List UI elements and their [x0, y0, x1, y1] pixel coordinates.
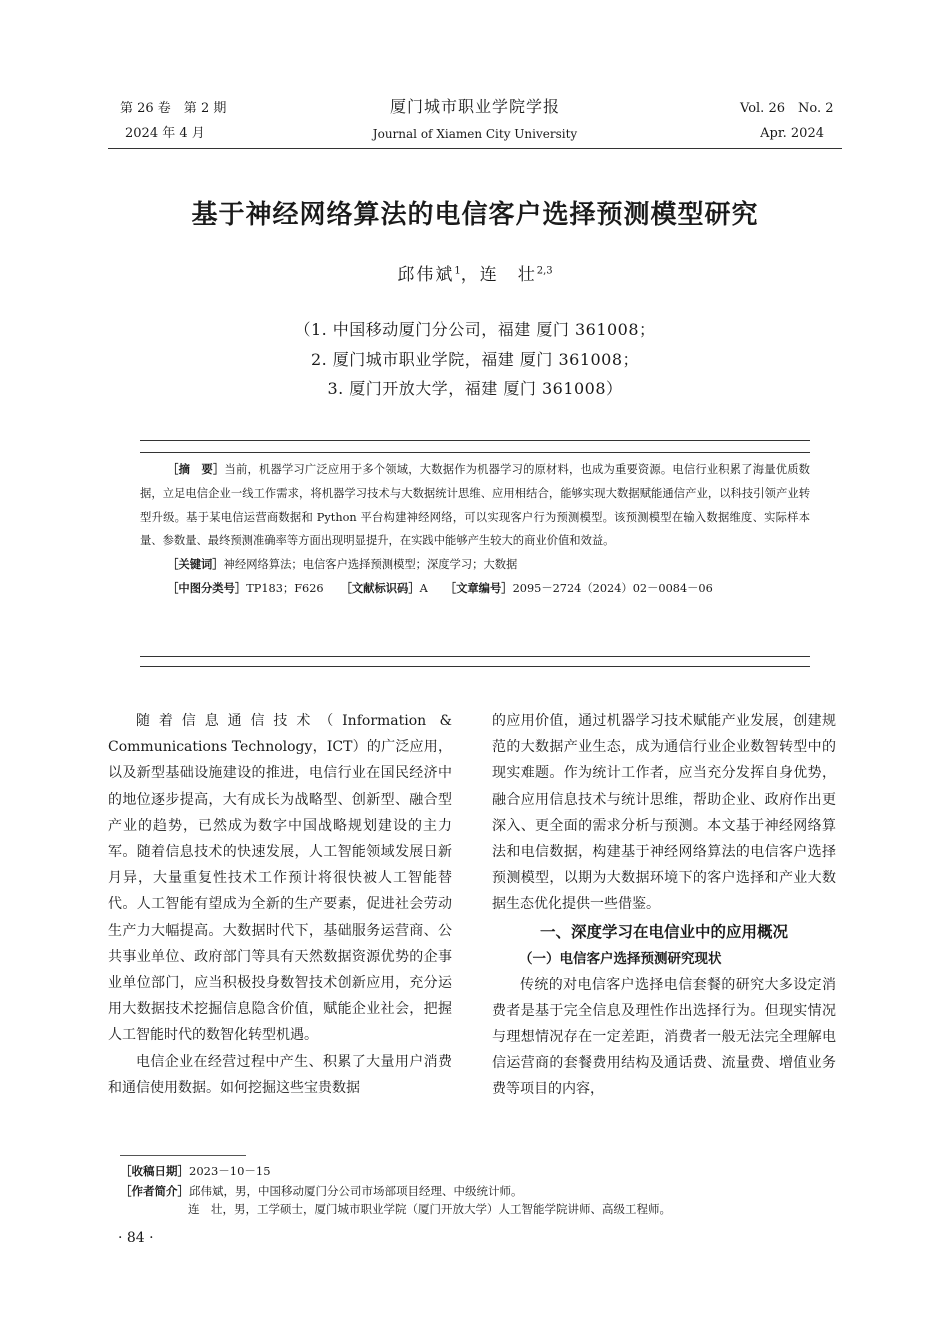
- author-2-affil: 2,3: [536, 265, 553, 277]
- body-right-column: [492, 708, 836, 1103]
- received-label: ［收稿日期］: [120, 1164, 189, 1178]
- page-number: · 84 ·: [118, 1230, 154, 1246]
- author-2: 连 壮: [479, 265, 537, 285]
- doc-code-label: ［文献标识码］: [346, 581, 420, 595]
- abstract-top-rule: [140, 440, 810, 441]
- volume-issue-en: Vol. 26 No. 2: [740, 101, 834, 116]
- article-no-value: 2095－2724（2024）02－0084－06: [512, 581, 713, 595]
- article-no-label: ［文章编号］: [450, 581, 513, 595]
- doc-code-value: A: [419, 581, 428, 595]
- publication-date: 2024 年 4 月: [125, 126, 205, 141]
- author-bio-1: [120, 1183, 840, 1200]
- author-1: 邱伟斌: [397, 265, 455, 285]
- abstract-label: ［摘 要］: [167, 463, 225, 476]
- author-1-affil: 1: [454, 265, 461, 277]
- keywords-text: 神经网络算法；电信客户选择预测模型；深度学习；大数据: [223, 558, 518, 572]
- author-line: [0, 260, 950, 285]
- affiliation-1: （1. 中国移动厦门分公司，福建 厦门 361008；: [294, 320, 656, 339]
- abstract: [140, 458, 810, 553]
- journal-name-cn: 厦门城市职业学院学报: [389, 97, 560, 116]
- footnote-rule: [120, 1155, 246, 1156]
- abstract-text: 当前，机器学习广泛应用于多个领域，大数据作为机器学习的原材料，也成为重要资源。电信行业积累了海量优质数据，立足电信企业一线工作需求，将机器学习技术与大数据统计思维、应用相结合，能够实现大数据赋能通信产业，以科技引领产业转型升级。基于某电信运营商数据和 Python 平台构建神经网络，可以实现客户行为预测模型。该预测模型在输入数据维度、实际样本量、参数量、最终预测准确率等方面出现明显提升，在实践中能够产生较大的商业价值和效益。: [140, 463, 810, 548]
- keywords: [140, 553, 810, 577]
- body-paragraph: 电信企业在经营过程中产生、积累了大量用户消费和通信使用数据。如何挖掘这些宝贵数据: [108, 1053, 452, 1096]
- clc-label: ［中图分类号］: [167, 581, 247, 595]
- publication-date-en: Apr. 2024: [760, 126, 824, 141]
- author-bio-2: 连 壮，男，工学硕士，厦门城市职业学院（厦门开放大学）人工智能学院讲师、高级工程师。: [188, 1202, 671, 1216]
- header-rule: [108, 148, 842, 149]
- affiliation-3: 3. 厦门开放大学，福建 厦门 361008）: [327, 379, 623, 398]
- body-paragraph: 传统的对电信客户选择电信套餐的研究大多设定消费者是基于完全信息及理性作出选择行为。但现实情况与理想情况存在一定差距，消费者一般无法完全理解电信运营商的套餐费用结构及通话费、流量费、增值业务费等项目的内容，: [492, 976, 836, 1098]
- classification-line: [140, 577, 810, 601]
- received-value: 2023－10－15: [189, 1164, 271, 1178]
- abstract-top-rule-2: [140, 452, 810, 453]
- body-paragraph: 的应用价值，通过机器学习技术赋能产业发展，创建规范的大数据产业生态，成为通信行业企业数智转型中的现实难题。作为统计工作者，应当充分发挥自身优势，融合应用信息技术与统计思维，帮助企业、政府作出更深入、更全面的需求分析与预测。本文基于神经网络算法和电信数据，构建基于神经网络算法的电信客户选择预测模型，以期为大数据环境下的客户选择和产业大数据生态优化提供一些借鉴。: [492, 713, 836, 913]
- volume-issue: 第 26 卷 第 2 期: [120, 101, 227, 116]
- body-paragraph: 随着信息通信技术（Information & Communications Technology，ICT）的广泛应用，以及新型基础设施建设的推进，电信行业在国民经济中的地位逐步提高，大有成长为战略型、创新型、融合型产业的趋势，已然成为数字中国战略规划建设的主力军。随着信息技术的快速发展，人工智能领域发展日新月异，大量重复性技术工作预计将很快被人工智能替代。人工智能有望成为全新的生产要素，促进社会劳动生产力大幅提高。大数据时代下，基础服务运营商、公共事业单位、政府部门等具有天然数据资源优势的企事业单位部门，应当积极投身数智技术创新应用，充分运用大数据技术挖掘信息隐含价值，赋能企业社会，把握人工智能时代的数智化转型机遇。: [108, 713, 452, 1044]
- affiliation-2: 2. 厦门城市职业学院，福建 厦门 361008；: [310, 350, 640, 369]
- author-separator: ，: [460, 265, 480, 285]
- section-heading: 一、深度学习在电信业中的应用概况: [539, 922, 788, 941]
- bio-label: ［作者简介］: [120, 1184, 189, 1198]
- journal-name-en: Journal of Xiamen City University: [372, 127, 578, 141]
- keywords-label: ［关键词］: [167, 558, 224, 572]
- abstract-block: [140, 458, 810, 601]
- clc-value: TP183；F626: [246, 581, 324, 595]
- abstract-bottom-rule: [140, 656, 810, 657]
- article-title: 基于神经网络算法的电信客户选择预测模型研究: [191, 200, 759, 230]
- abstract-bottom-rule-2: [140, 666, 810, 667]
- bio-1-text: 邱伟斌，男，中国移动厦门分公司市场部项目经理、中级统计师。: [189, 1184, 523, 1198]
- body-left-column: [108, 708, 452, 1101]
- received-date: [120, 1163, 840, 1180]
- subsection-heading: （一）电信客户选择预测研究现状: [519, 950, 722, 967]
